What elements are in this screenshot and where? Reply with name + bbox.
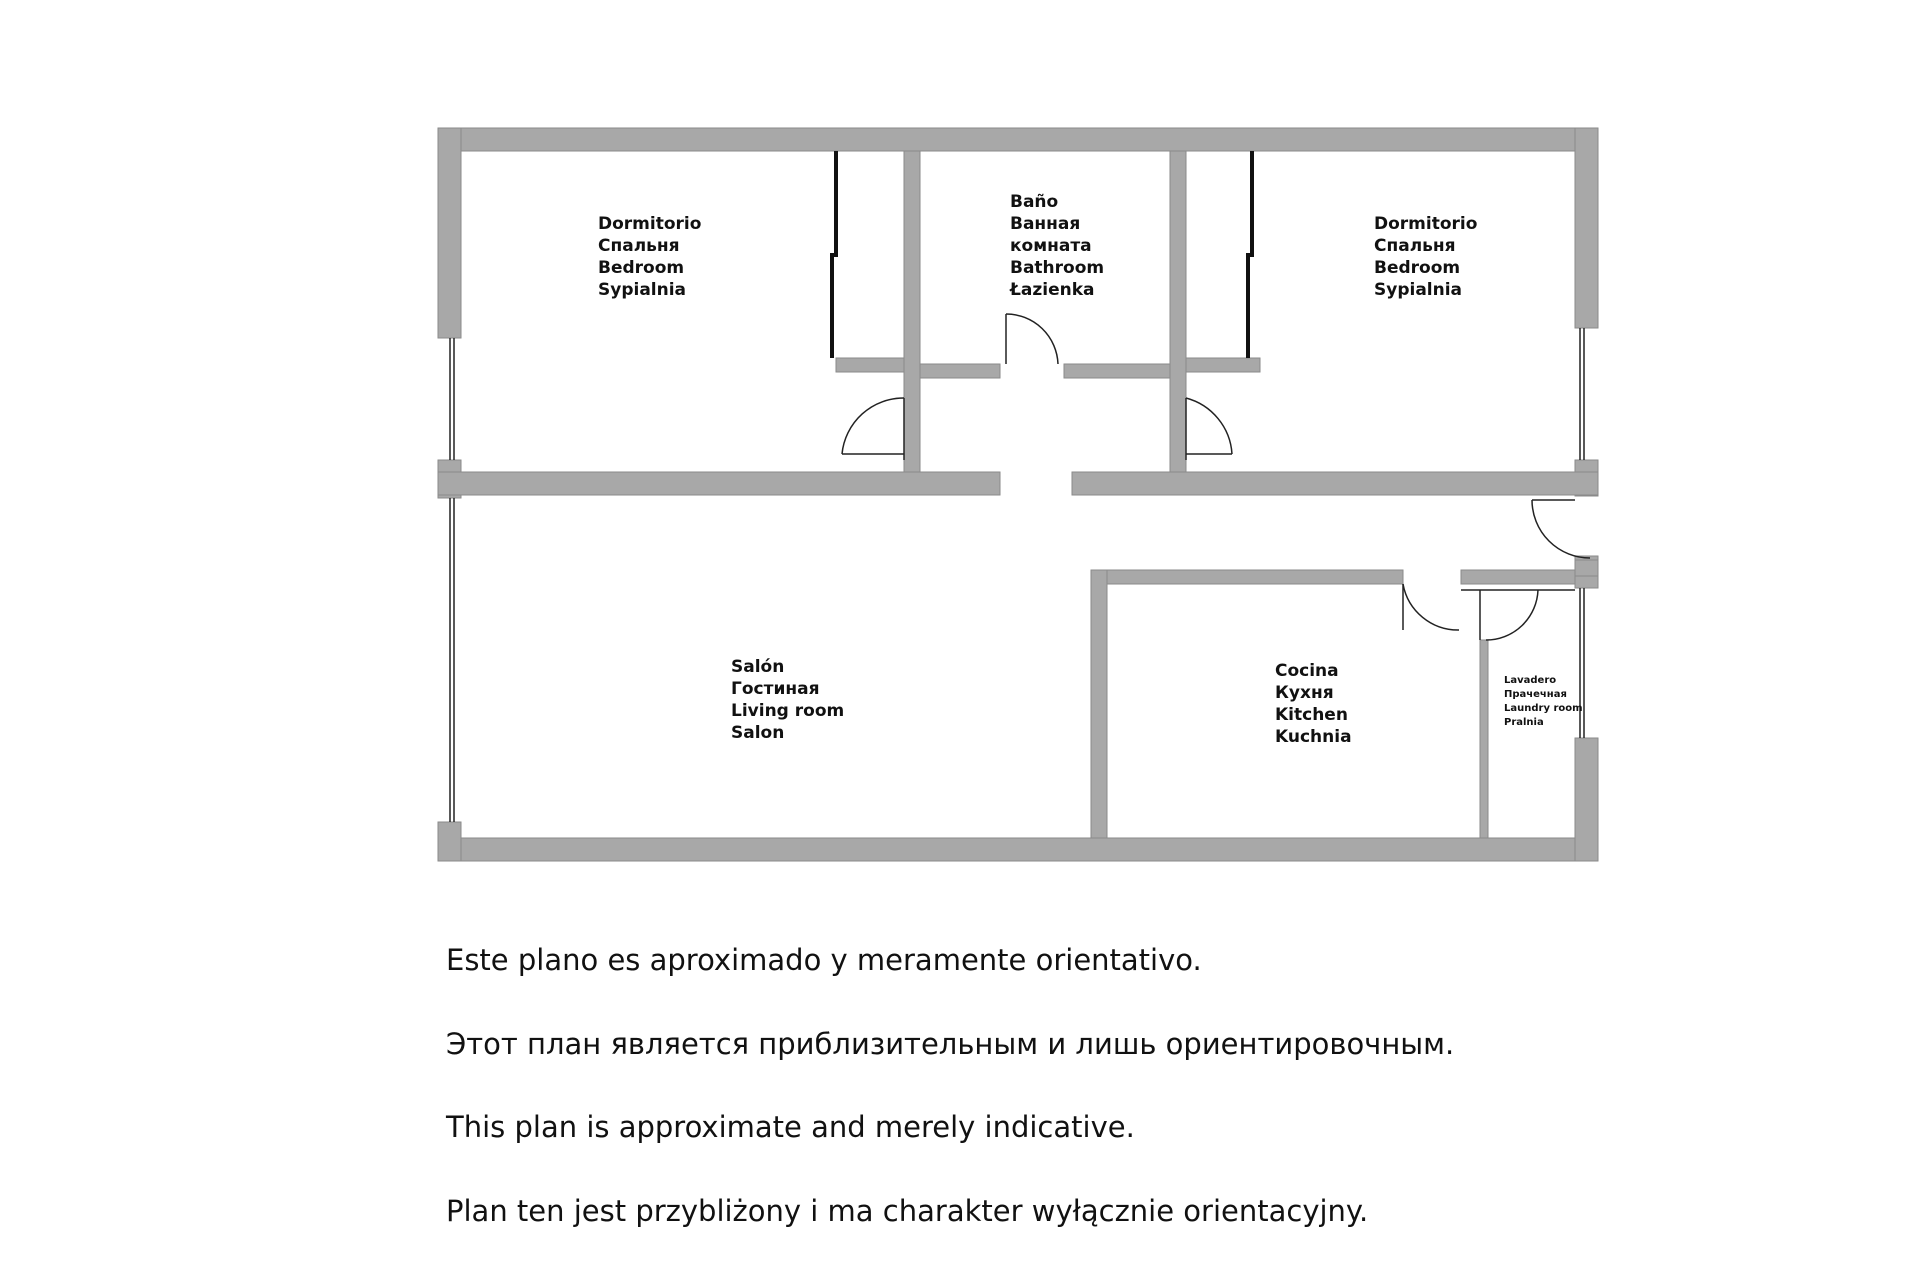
wall	[1091, 570, 1107, 838]
wall	[1461, 570, 1575, 584]
room-label-bedroom-right	[1374, 214, 1477, 300]
room-label-bathroom	[1009, 192, 1104, 300]
room-label-living-room	[731, 657, 844, 743]
wall	[1575, 738, 1598, 861]
room-label-bedroom-left	[598, 214, 701, 300]
label-line: Dormitorio	[1374, 214, 1478, 234]
label-line: Łazienka	[1010, 280, 1095, 300]
wall	[438, 128, 461, 338]
label-line: Salon	[731, 723, 785, 743]
wall	[1091, 570, 1403, 584]
label-line: Salón	[731, 657, 785, 677]
wall	[1575, 128, 1598, 328]
wall	[1575, 560, 1598, 576]
wall	[438, 472, 1000, 495]
door-entrance-swing	[1532, 500, 1590, 558]
label-line: Bathroom	[1010, 258, 1105, 278]
wall	[920, 364, 1000, 378]
label-line: Dormitorio	[598, 214, 702, 234]
door-laundry-swing	[1486, 590, 1538, 640]
disclaimer-russian: Этот план является приблизительным и лишь ориентировочным.	[446, 1027, 1455, 1061]
wardrobe-left	[832, 151, 836, 358]
door-bedroom-left-swing	[842, 398, 904, 454]
wardrobe-right	[1248, 151, 1252, 358]
wall	[904, 151, 920, 472]
wall	[438, 838, 1598, 861]
label-line: Cocina	[1275, 661, 1339, 681]
door-bathroom-swing	[1006, 314, 1058, 364]
wall	[1480, 640, 1488, 838]
label-line: Спальня	[598, 236, 680, 256]
wall	[1072, 472, 1598, 495]
label-line: Kuchnia	[1275, 727, 1352, 747]
disclaimer-english: This plan is approximate and merely indicative.	[446, 1110, 1135, 1144]
label-line: Bedroom	[1374, 258, 1461, 278]
label-line: Гостиная	[731, 679, 820, 699]
label-line: Baño	[1010, 192, 1059, 212]
label-line: Кухня	[1275, 683, 1334, 703]
wall	[438, 128, 1598, 151]
windows	[450, 328, 1584, 822]
label-line: Pralnia	[1504, 717, 1544, 728]
disclaimer-polish: Plan ten jest przybliżony i ma charakter wyłącznie orientacyjny.	[446, 1194, 1369, 1228]
label-line: Bedroom	[598, 258, 685, 278]
wall	[1064, 364, 1170, 378]
label-line: комната	[1010, 236, 1092, 256]
door-bedroom-right-swing	[1186, 398, 1232, 454]
wall	[1186, 358, 1260, 372]
label-line: Kitchen	[1275, 705, 1348, 725]
wall	[1170, 151, 1186, 472]
door-kitchen-swing	[1403, 584, 1459, 630]
room-label-kitchen	[1275, 661, 1352, 747]
label-line: Спальня	[1374, 236, 1456, 256]
label-line: Living room	[731, 701, 845, 721]
label-line: Ванная	[1010, 214, 1081, 234]
label-line: Прачечная	[1504, 689, 1567, 700]
label-line: Sypialnia	[598, 280, 687, 300]
wall	[438, 822, 461, 861]
label-line: Lavadero	[1504, 675, 1557, 686]
disclaimer-spanish: Este plano es aproximado y meramente orientativo.	[446, 943, 1202, 977]
label-line: Laundry room	[1504, 703, 1583, 714]
room-label-laundry	[1504, 675, 1583, 728]
label-line: Sypialnia	[1374, 280, 1463, 300]
wall	[836, 358, 904, 372]
